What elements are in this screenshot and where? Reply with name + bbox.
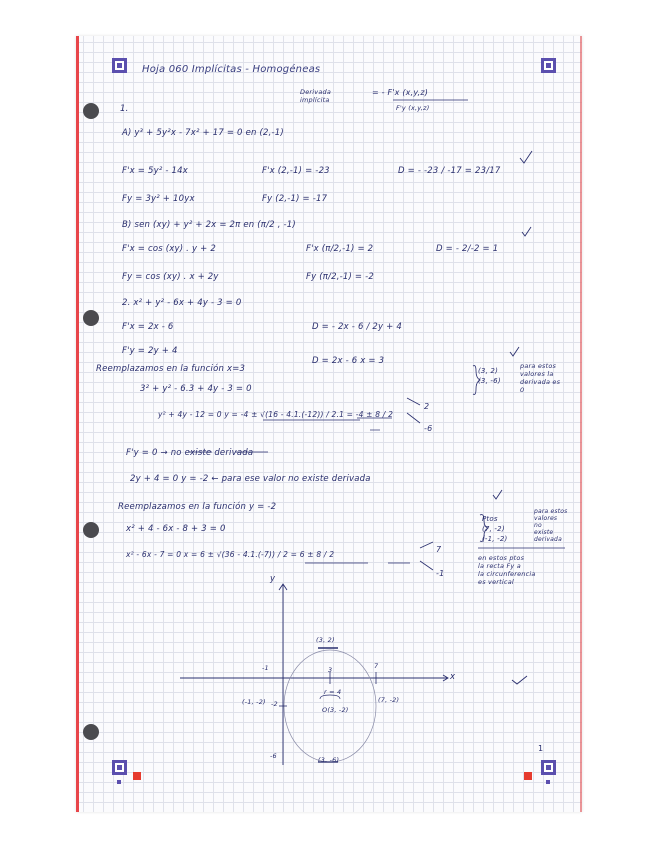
derivada-formula-num: = - F'x (x,y,z) — [372, 88, 429, 97]
graph-radius-label: r = 4 — [324, 688, 342, 696]
part-b-fy: Fy = cos (xy) . x + 2y — [122, 272, 219, 282]
derivada-formula-den: F'y (x,y,z) — [396, 104, 430, 112]
part-c-substitution: 3² + y² - 6.3 + 4y - 3 = 0 — [140, 384, 252, 394]
part-c-fx: F'x = 2x - 6 — [122, 322, 174, 332]
part-b-derivative: D = - 2/-2 = 1 — [436, 244, 499, 254]
part-a-equation: A) y³ + 5y²x - 7x² + 17 = 0 en (2,-1) — [122, 128, 284, 138]
item-2-equation: 2. x² + y² - 6x + 4y - 3 = 0 — [122, 298, 242, 308]
graph-point-bottom: (3, -6) — [318, 756, 340, 764]
item-1-label: 1. — [120, 104, 129, 114]
page-number: 1 — [538, 744, 544, 753]
part-a-fx: F'x = 5y² - 14x — [122, 166, 188, 176]
part-b-equation: B) sen (xy) + y² + 2x = 2π en (π/2 , -1) — [122, 220, 296, 230]
graph-point-left: (-1, -2) — [242, 698, 266, 706]
part-c-quadratic-2: x² - 6x - 7 = 0 x = 6 ± √(36 - 4.1.(-7)) / 2 = 6 ± 8 / 2 — [126, 550, 335, 559]
graph-tick-neg2: -2 — [271, 700, 278, 708]
vertical-tangent-note: en estos ptos la recta Fy a la circunferencia es vertical — [478, 554, 536, 586]
part-b-fx-value: F'x (π/2,-1) = 2 — [306, 244, 374, 254]
no-derivative-note: para estos valores no existe derivada — [534, 508, 568, 543]
part-c-roots-2: 7 -1 — [436, 545, 445, 578]
part-c-quadratic: y² + 4y - 12 = 0 y = -4 ± √(16 - 4.1.(-12)) / 2.1 = -4 ± 8 / 2 — [158, 410, 394, 419]
zero-derivative-points: (3, 2) (3, -6) — [478, 367, 501, 385]
reemplazamos-y: Reemplazamos en la función y = -2 — [118, 502, 277, 512]
part-b-fy-value: Fy (π/2,-1) = -2 — [306, 272, 375, 282]
part-a-fy: Fy = 3y² + 10yx — [122, 194, 195, 204]
no-derivative-points: Ptos (7, -2) (-1, -2) — [482, 515, 508, 543]
graph-tick-neg1: -1 — [262, 664, 269, 672]
fy-zero-line: F'y = 0 → no existe derivada — [126, 448, 254, 458]
part-a-fx-value: F'x (2,-1) = -23 — [262, 166, 330, 176]
graph-point-right: (7, -2) — [378, 696, 400, 704]
page-title: Hoja 060 Implícitas - Homogéneas — [142, 64, 321, 75]
part-c-derivative-2: D = 2x - 6 x = 3 — [312, 356, 385, 366]
part-c-fy: F'y = 2y + 4 — [122, 346, 178, 356]
fy-zero-solution: 2y + 4 = 0 y = -2 ← para ese valor no existe derivada — [130, 474, 371, 484]
graph-center-label: O(3, -2) — [322, 706, 349, 714]
part-a-fy-value: Fy (2,-1) = -17 — [262, 194, 328, 204]
graph-point-top: (3, 2) — [316, 636, 335, 644]
derivada-label: Derivada implícita — [300, 88, 332, 104]
graph-x-label: x — [450, 672, 456, 682]
graph-tick-7: 7 — [374, 662, 379, 670]
part-c-derivative-1: D = - 2x - 6 / 2y + 4 — [312, 322, 402, 332]
graph-tick-neg6: -6 — [270, 752, 277, 760]
part-c-roots: 2 -6 — [424, 402, 433, 433]
reemplazamos-x: Reemplazamos en la función x=3 — [96, 364, 246, 374]
graph-y-label: y — [270, 574, 276, 584]
zero-derivative-note: para estos valores la derivada es 0 — [520, 362, 561, 394]
graph-tick-3: 3 — [328, 666, 333, 674]
part-c-substitution-2: x² + 4 - 6x - 8 + 3 = 0 — [126, 524, 226, 534]
part-a-derivative: D = - -23 / -17 = 23/17 — [398, 166, 501, 176]
part-b-fx: F'x = cos (xy) . y + 2 — [122, 244, 216, 254]
